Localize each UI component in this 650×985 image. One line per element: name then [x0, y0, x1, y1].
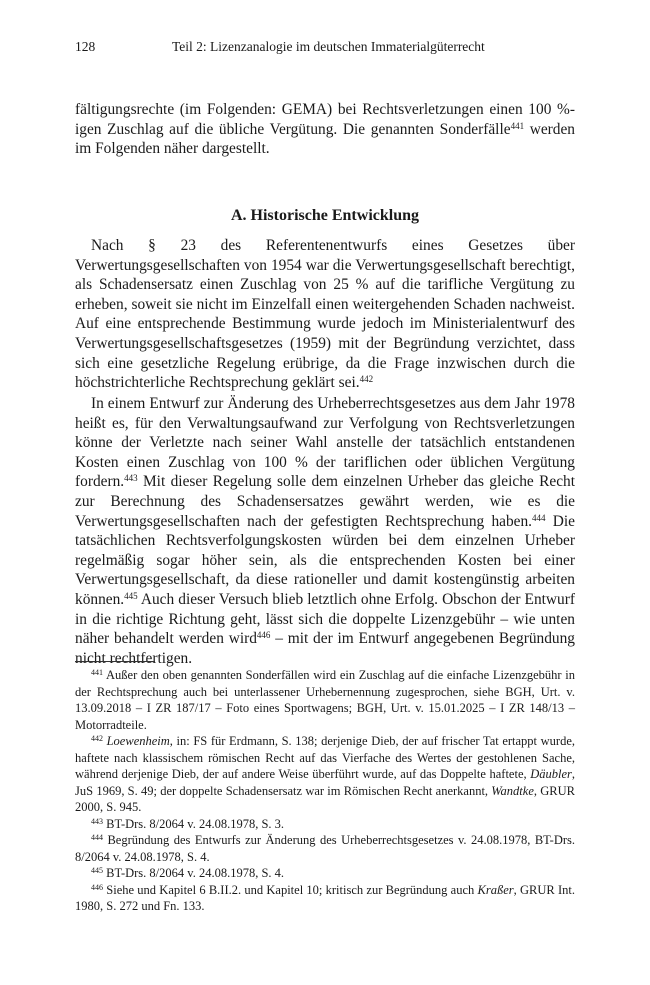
footnote-446: [75, 882, 575, 915]
footnote-text: BT-Drs. 8/2064 v. 24.08.1978, S. 4.: [106, 866, 285, 880]
intro-paragraph: [75, 100, 575, 159]
footnote-number: 441: [91, 668, 103, 677]
footnote-text: BT-Drs. 8/2064 v. 24.08.1978, S. 3.: [106, 816, 285, 831]
footnote-442: [75, 733, 575, 816]
footnote-ref-444[interactable]: 444: [532, 512, 546, 523]
paragraph-1: [75, 236, 575, 393]
author-name: Däubler: [530, 767, 572, 781]
footnote-text: , GRUR Int. 1980, S. 272 und Fn. 133.: [75, 882, 576, 913]
footnote-number: 442: [91, 734, 103, 743]
footnote-ref-446[interactable]: 446: [256, 630, 271, 641]
footnote-text: , GRUR 2000, S. 945.: [75, 783, 575, 814]
author-name: Kraßer: [477, 882, 514, 897]
footnote-441: [75, 667, 575, 733]
intro-text-end: werden im Folgenden näher dargestellt.: [75, 120, 576, 158]
footnote-number: 443: [91, 816, 103, 826]
author-name: Loewenheim: [106, 734, 170, 748]
footnote-ref-442[interactable]: 442: [359, 374, 374, 385]
footnote-445: [75, 865, 575, 882]
footnote-separator: [75, 661, 155, 662]
paragraph-2-text-b: Mit dieser Regelung solle dem einzelnen Urheber das gleiche Recht zur Berechnung des Schadensersatzes gewährt werden, wie es die Verwertungsgesellschaften nach der gefestigten Rechtsprechung haben.: [75, 473, 575, 530]
page-number: 128: [75, 39, 96, 54]
paragraph-1-text: Nach § 23 des Referentenentwurfs eines Gesetzes über Verwertungsgesellschaften von 1954 war die Verwertungsgesellschaft berechtigt, als Schadensersatz einen Zuschlag von 25 % auf die tarifliche Vergütung zu erheben, soweit sie nicht im Einzelfall einen weitergehenden Schaden nachweist. Auf eine entsprechende Bestimmung wurde jedoch im Ministerialentwurf des Verwertungsgesellschaftsgesetzes (1959) mit der Begründung verzichtet, dass sich eine gesetzliche Regelung erübrige, da die Frage inzwischen durch die höchstrichterliche Rechtsprechung geklärt sei.: [75, 237, 575, 392]
running-title: Teil 2: Lizenzanalogie im deutschen Immaterialgüterrecht: [172, 39, 485, 54]
paragraph-2-text-d: Auch dieser Versuch blieb letztlich ohne Erfolg. Obschon der Entwurf in die richtige Richtung geht, lässt sich die doppelte Lizenzgebühr – wie unten näher behandelt werden wird: [75, 590, 575, 648]
footnote-number: 446: [91, 882, 103, 892]
footnote-text: Außer den oben genannten Sonderfällen wird ein Zuschlag auf die einfache Lizenzgebühr in der Rechtsprechung auch bei unterlassener Urhebernennung zugesprochen, siehe BGH, Urt. v. 13.09.2018 – I ZR 187/17 – Foto eines Sportwagens; BGH, Urt. v. 15.01.2025 – I ZR 148/13 – Motorradteile.: [75, 668, 575, 732]
footnotes: [75, 667, 575, 915]
footnote-443: [75, 816, 575, 833]
footnote-text: , in: FS für Erdmann, S. 138; derjenige Dieb, der auf frischer Tat ertappt wurde, haftete nach klassischem römischen Recht auf das Vierfache des Wertes der gestohlenen Sache, während derjenige Dieb, der auf andere Weise überführt wurde, auf das Doppelte haftete,: [75, 734, 576, 781]
footnote-text: Siehe und Kapitel 6 B.II.2. und Kapitel 10; kritisch zur Begründung auch: [106, 882, 478, 897]
paragraph-2-text-e: – mit der im Entwurf angegebenen Begründung nicht rechtfertigen.: [75, 630, 575, 667]
section-heading: A. Historische Entwicklung: [230, 207, 419, 224]
footnote-ref-445[interactable]: 445: [124, 590, 138, 601]
footnote-text: , JuS 1969, S. 49; der doppelte Schadensersatz war im Römischen Recht anerkannt,: [75, 767, 575, 798]
footnote-number: 445: [91, 866, 103, 875]
footnote-ref-441[interactable]: 441: [510, 120, 525, 131]
paragraph-2-text-a: In einem Entwurf zur Änderung des Urheberrechtsgesetzes aus dem Jahr 1978 heißt es, für den Verwaltungsaufwand zur Verfolgung von Rechtsverletzungen könne der Verletzte nach seiner Wahl anstelle der tatsächlich entstandenen Kosten einen Zuschlag von 100 % der tariflichen oder üblichen Vergütung fordern.: [75, 395, 575, 491]
paragraph-2-text-c: Die tatsächlichen Rechtsverfolgungskosten würden bei dem einzelnen Urheber regelmäßig sogar höher sein, als die entsprechenden Kosten bei einer Verwertungsgesellschaft, da diese rationeller und damit kostengünstig arbeiten können.: [75, 512, 575, 608]
footnote-444: [75, 832, 575, 865]
footnote-number: 444: [91, 833, 103, 842]
footnote-ref-443[interactable]: 443: [124, 473, 138, 484]
footnote-text: Begründung des Entwurfs zur Änderung des Urheberrechtsgesetzes v. 24.08.1978, BT-Drs. 8/2064 v. 24.08.1978, S. 4.: [75, 833, 576, 864]
paragraph-2: [75, 394, 575, 668]
intro-text: fältigungsrechte (im Folgenden: GEMA) bei Rechtsverletzungen einen 100 %-igen Zuschlag auf die übliche Vergütung. Die genannten Sonderfälle: [75, 101, 575, 138]
author-name: Wandtke: [491, 783, 534, 798]
